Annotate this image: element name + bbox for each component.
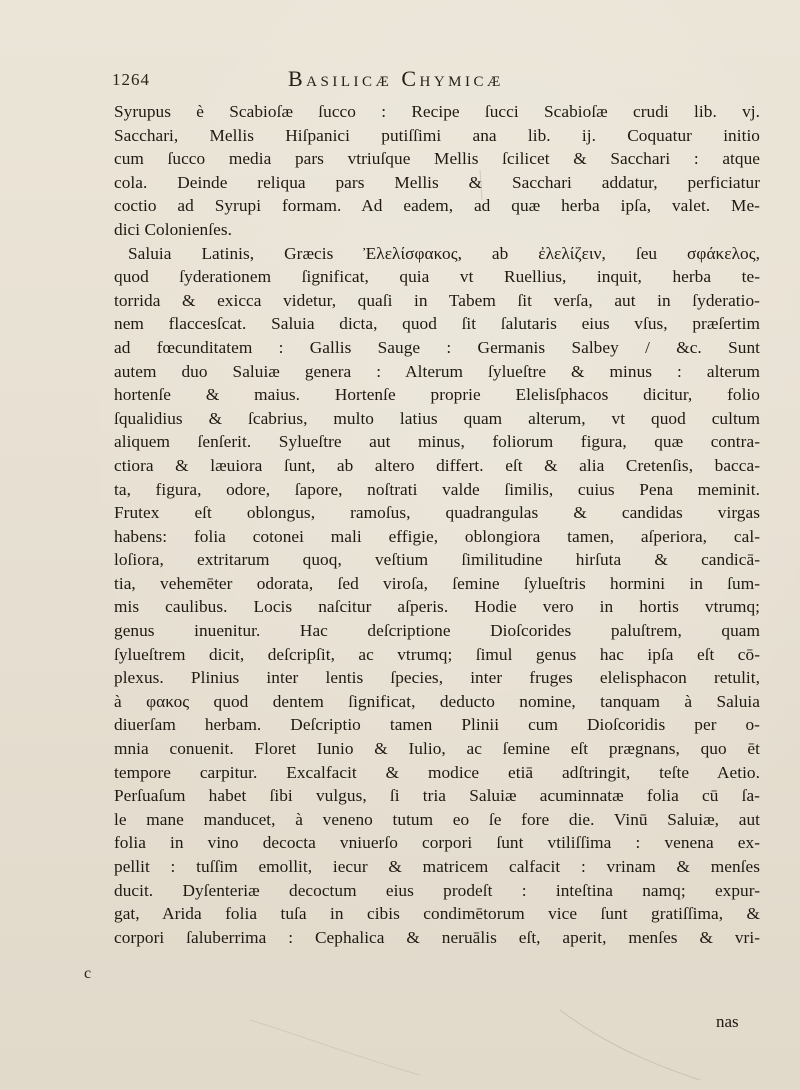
text-line: cum ſucco media pars vtriuſque Mellis ſcilicet & Sacchari : atque <box>114 149 760 169</box>
text-line: Syrupus è Scabioſæ ſucco : Recipe ſucci Scabioſæ crudi lib. vj. <box>114 102 760 121</box>
text-line: gat, Arida folia tuſa in cibis condimētorum vice ſunt gratiſſima, & <box>114 904 760 924</box>
text-line: quod ſyderationem ſignificat, quia vt Ruellius, inquit, herba te- <box>114 267 760 287</box>
text-line: diuerſam herbam. Deſcriptio tamen Plinii cum Dioſcoridis per o- <box>114 715 760 735</box>
text-line: habens: folia cotonei mali effigie, oblongiora tamen, aſperiora, cal- <box>114 526 760 546</box>
text-line: ad fœcunditatem : Gallis Sauge : Germanis Salbey / &c. Sunt <box>114 337 760 357</box>
text-line: Sacchari, Mellis Hiſpanici putiſſimi ana lib. ij. Coquatur initio <box>114 125 760 145</box>
text-line: ſylueſtrem dicit, deſcripſit, ac vtrumq; ſimul genus hac ipſa eſt cō- <box>114 644 760 664</box>
page-number: 1264 <box>112 70 150 89</box>
text-line: coctio ad Syrupi formam. Ad eadem, ad quæ herba ipſa, valet. Me- <box>114 196 760 216</box>
text-line: nem flaccesſcat. Saluia dicta, quod ſit ſalutaris eius vſus, præſertim <box>114 314 760 334</box>
text-line: Frutex eſt oblongus, ramoſus, quadrangulas & candidas virgas <box>114 503 760 523</box>
running-head: Basilicæ Chymicæ <box>288 66 504 91</box>
bleed-through-stroke <box>250 1020 420 1075</box>
text-line: genus inuenitur. Hac deſcriptione Dioſcorides paluſtrem, quam <box>114 621 760 641</box>
text-line: ducit. Dyſenteriæ decoctum eius prodeſt : inteſtina namq; expur- <box>114 880 760 900</box>
text-line: folia in vino decocta vniuerſo corpori ſunt vtiliſſima : venena ex- <box>114 833 760 853</box>
text-line: corpori ſaluberrima : Cephalica & neruālis eſt, aperit, menſes & vri- <box>114 927 760 947</box>
text-line: Saluia Latinis, Græcis Ἐλελίσφακος, ab ἐλελίζειν, ſeu σφάκελος, <box>128 243 760 263</box>
text-line: Perſuaſum habet ſibi vulgus, ſi tria Saluiæ acuminnatæ folia cū ſa- <box>114 786 760 806</box>
bleed-through-stroke <box>560 1010 700 1080</box>
text-line: mis caulibus. Locis naſcitur aſperis. Hodie vero in hortis vtrumq; <box>114 597 760 617</box>
catchword: nas <box>716 1012 739 1031</box>
page-header <box>112 64 762 94</box>
text-line: le mane manducet, à veneno tutum eo ſe fore die. Vinū Saluiæ, aut <box>114 809 760 829</box>
text-line: ta, figura, odore, ſapore, noſtrati valde ſimilis, cuius Pena meminit. <box>114 479 760 499</box>
text-line: tia, vehemēter odorata, ſed viroſa, ſemine ſylueſtris hormini in ſum- <box>114 573 760 593</box>
text-line: à φακος quod dentem ſignificat, deducto nomine, tanquam à Saluia <box>114 691 760 711</box>
text-line: torrida & exicca videtur, quaſi in Tabem ſit verſa, aut in ſyderatio- <box>114 290 760 310</box>
text-line: pellit : tuſſim emollit, iecur & matricem calfacit : vrinam & menſes <box>114 857 760 876</box>
text-line: ſqualidius & ſcabrius, multo latius quam alterum, vt quod cultum <box>114 408 760 428</box>
text-line: plexus. Plinius inter lentis ſpecies, inter fruges elelisphacon retulit, <box>114 668 760 688</box>
margin-mark: c <box>84 965 92 982</box>
body-text <box>114 100 760 949</box>
text-line: aliquem ſenſerit. Sylueſtre aut minus, foliorum figura, quæ contra- <box>114 432 760 452</box>
text-line: cola. Deinde reliqua pars Mellis & Sacchari addatur, perficiatur <box>114 172 760 192</box>
text-line: mnia conuenit. Floret Iunio & Iulio, ac ſemine eſt prægnans, quo ēt <box>114 739 760 759</box>
text-line: tempore carpitur. Excalfacit & modice etiā adſtringit, teſte Aetio. <box>114 762 760 782</box>
text-line: hortenſe & maius. Hortenſe proprie Elelisſphacos dicitur, folio <box>114 385 760 405</box>
text-line: autem duo Saluiæ genera : Alterum ſylueſtre & minus : alterum <box>114 361 760 381</box>
text-line: ctiora & læuiora ſunt, ab altero differt. eſt & alia Cretenſis, bacca- <box>114 455 760 475</box>
text-line: dici Colonienſes. <box>114 219 232 239</box>
text-line: loſiora, extritarum quoq, veſtium ſimilitudine hirſuta & candicā- <box>114 550 760 570</box>
